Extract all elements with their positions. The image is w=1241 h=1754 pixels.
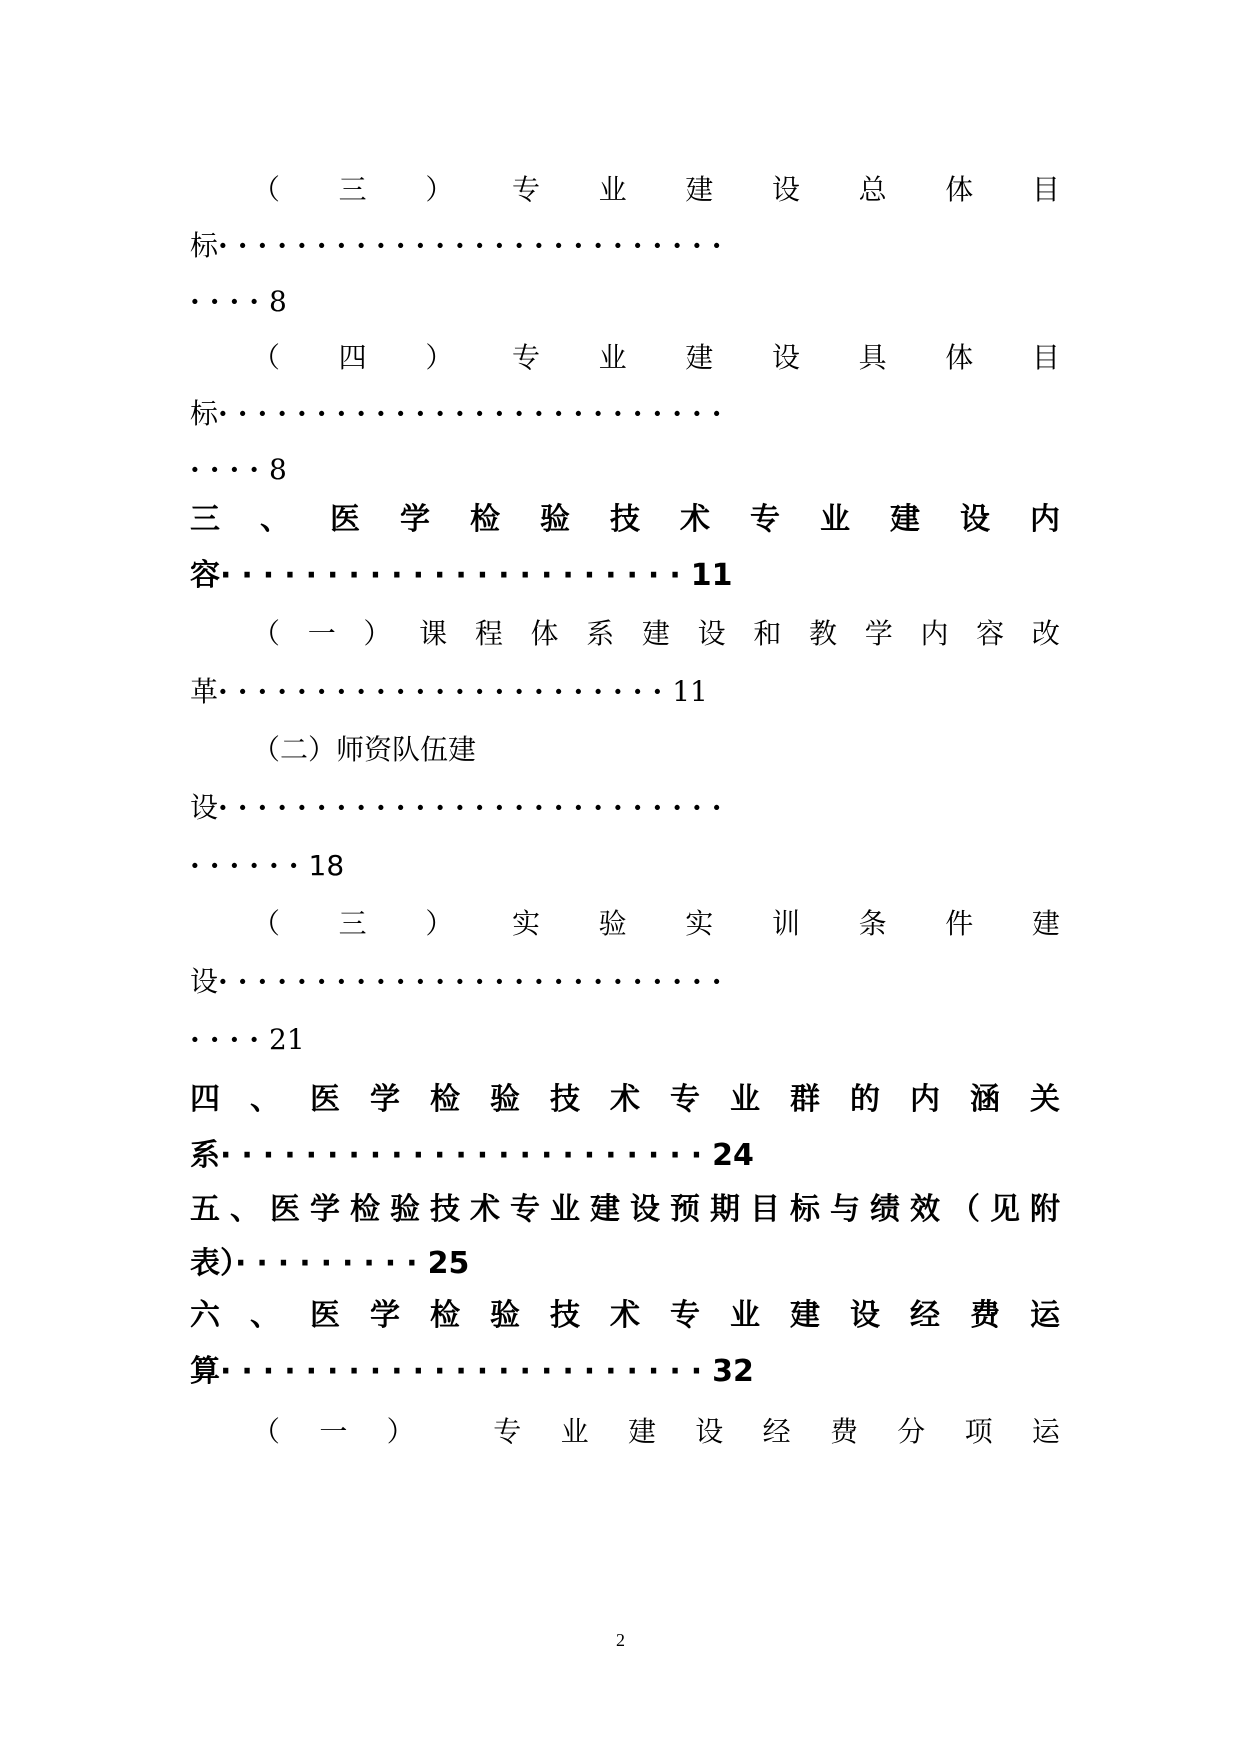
toc-entry-3-overall-goal-line3	[190, 282, 1060, 322]
toc-char: 学	[864, 617, 893, 650]
toc-char: 、	[250, 1082, 280, 1117]
toc-heading-5-expected-goals-line1	[190, 1190, 1060, 1230]
toc-entry-3-lab-training-line2: 设 ··························	[190, 962, 1060, 1002]
page-ref: 25	[427, 1246, 470, 1281]
toc-char: 标	[790, 1192, 820, 1227]
toc-entry-2-faculty-line2: 设 ··························	[190, 788, 1060, 828]
toc-char: 建	[627, 1415, 656, 1448]
toc-char: 技	[610, 502, 640, 537]
toc-char: 专	[493, 1415, 522, 1448]
toc-char: 学	[400, 502, 430, 537]
toc-char: 业	[598, 341, 627, 374]
toc-char: 技	[430, 1192, 460, 1227]
toc-char: ）	[425, 173, 454, 206]
toc-char: 业	[730, 1298, 760, 1333]
toc-char: 四	[338, 341, 367, 374]
toc-char: 学	[310, 1192, 340, 1227]
toc-char: ）	[363, 617, 392, 650]
page-number: 2	[616, 1630, 625, 1650]
leader-dots: ··························	[218, 397, 732, 430]
toc-char: 四	[190, 1082, 220, 1117]
toc-char: 验	[490, 1082, 520, 1117]
toc-char: 建	[1031, 907, 1060, 940]
toc-char: 医	[310, 1298, 340, 1333]
leader-dots: ····	[190, 453, 269, 486]
toc-char: 业	[598, 173, 627, 206]
toc-char: 检	[470, 502, 500, 537]
toc-char: 项	[964, 1415, 993, 1448]
leader-dots: ··························	[218, 229, 732, 262]
toc-char: 设	[960, 502, 990, 537]
toc-heading-6-budget-line1	[190, 1296, 1060, 1336]
leader-dots: ·······················	[218, 675, 673, 708]
toc-char: 检	[350, 1192, 380, 1227]
toc-entry-2-faculty-line3	[190, 846, 1060, 886]
toc-char: 一	[319, 1415, 348, 1448]
toc-char: 改	[1031, 617, 1060, 650]
toc-char: 技	[550, 1298, 580, 1333]
toc-char: ）	[425, 907, 454, 940]
toc-char: 实	[511, 907, 540, 940]
page-ref: 32	[712, 1354, 754, 1389]
leader-dots: ····	[190, 285, 269, 318]
toc-char: 件	[945, 907, 974, 940]
leader-dots: ······	[190, 849, 309, 882]
toc-char: 业	[820, 502, 850, 537]
toc-char: 六	[190, 1298, 220, 1333]
toc-char: 涵	[970, 1082, 1000, 1117]
toc-char: 分	[897, 1415, 926, 1448]
toc-char: ）	[425, 341, 454, 374]
leader-dots: ·········	[235, 1246, 428, 1281]
toc-heading-5-expected-goals-line2: 表）·········25	[190, 1246, 470, 1281]
toc-entry-4-specific-goal-line2: 标 ··························	[190, 394, 1060, 434]
page-ref: 11	[690, 558, 733, 593]
toc-char: 期	[710, 1192, 740, 1227]
toc-char: 三	[338, 907, 367, 940]
toc-char: 内	[920, 617, 949, 650]
toc-char: 具	[858, 341, 887, 374]
page-ref: 18	[308, 849, 345, 882]
toc-char: 运	[1030, 1298, 1060, 1333]
page-ref: 24	[712, 1138, 754, 1173]
toc-char: 建	[890, 502, 920, 537]
toc-entry-3-overall-goal-line1	[252, 170, 1060, 210]
toc-char: ）	[386, 1415, 415, 1448]
toc-char: 技	[550, 1082, 580, 1117]
toc-char: 目	[1031, 173, 1060, 206]
toc-heading-6-budget-line2: 算·······················32	[190, 1354, 754, 1389]
toc-entry-1-budget-breakdown-line1	[252, 1412, 1060, 1452]
toc-char: 体	[530, 617, 559, 650]
toc-char: 建	[590, 1192, 620, 1227]
leader-dots: ·······················	[220, 1138, 713, 1173]
toc-char: 教	[809, 617, 838, 650]
toc-char: 、	[260, 502, 290, 537]
toc-entry-3-lab-training-line1	[252, 904, 1060, 944]
toc-heading-3-construction-content-line2: 容······················11	[190, 558, 733, 593]
toc-char: 专	[670, 1082, 700, 1117]
toc-char: 关	[1030, 1082, 1060, 1117]
toc-char: 经	[910, 1298, 940, 1333]
toc-char: 绩	[870, 1192, 900, 1227]
toc-char: 体	[945, 341, 974, 374]
toc-char: 验	[490, 1298, 520, 1333]
toc-char: 三	[338, 173, 367, 206]
toc-char: 实	[685, 907, 714, 940]
toc-char: 费	[829, 1415, 858, 1448]
toc-char: 业	[550, 1192, 580, 1227]
toc-char: 专	[670, 1298, 700, 1333]
page-ref: 8	[269, 453, 287, 486]
toc-char: 容	[976, 617, 1005, 650]
toc-char: 设	[771, 341, 800, 374]
leader-dots: ·······················	[220, 1354, 713, 1389]
toc-char: 总	[858, 173, 887, 206]
toc-char: 专	[750, 502, 780, 537]
toc-char: 内	[1030, 502, 1060, 537]
toc-char: 与	[830, 1192, 860, 1227]
toc-entry-3-lab-training-line3	[190, 1020, 1060, 1060]
toc-char: 经	[762, 1415, 791, 1448]
toc-char: 业	[730, 1082, 760, 1117]
toc-heading-3-construction-content-line1	[190, 500, 1060, 540]
toc-char: 医	[310, 1082, 340, 1117]
toc-char: 验	[390, 1192, 420, 1227]
toc-char: 术	[470, 1192, 500, 1227]
toc-char: 程	[474, 617, 503, 650]
toc-entry-3-overall-goal-line2: 标 ··························	[190, 226, 1060, 266]
toc-char: 运	[1031, 1415, 1060, 1448]
toc-char: 三	[190, 502, 220, 537]
leader-dots: ··························	[218, 791, 732, 824]
toc-char: 一	[307, 617, 336, 650]
toc-char: 建	[685, 341, 714, 374]
toc-char: 课	[419, 617, 448, 650]
toc-char: 设	[630, 1192, 660, 1227]
toc-char: 术	[680, 502, 710, 537]
page-ref: 21	[269, 1023, 305, 1056]
toc-entry-1-curriculum-reform-line1	[252, 614, 1060, 654]
toc-char: 附	[1030, 1192, 1060, 1227]
toc-char: 学	[370, 1082, 400, 1117]
leader-dots: ··························	[218, 965, 732, 998]
toc-char: 专	[511, 341, 540, 374]
toc-char: 的	[850, 1082, 880, 1117]
toc-char: 设	[695, 1415, 724, 1448]
toc-char: 体	[945, 173, 974, 206]
toc-char: 医	[270, 1192, 300, 1227]
toc-char: 检	[430, 1082, 460, 1117]
toc-entry-4-specific-goal-line3	[190, 450, 1060, 490]
toc-heading-4-specialty-group-line1	[190, 1080, 1060, 1120]
leader-dots: ····	[190, 1023, 269, 1056]
page-ref: 8	[269, 285, 287, 318]
toc-char: 术	[610, 1082, 640, 1117]
toc-entry-4-specific-goal-line1	[252, 338, 1060, 378]
toc-char: 建	[790, 1298, 820, 1333]
toc-char: 设	[850, 1298, 880, 1333]
toc-char: 和	[753, 617, 782, 650]
toc-char: 、	[250, 1298, 280, 1333]
toc-char: （	[252, 1415, 281, 1448]
toc-char: （	[950, 1192, 980, 1227]
toc-char: 见	[990, 1192, 1020, 1227]
toc-char: （	[252, 173, 281, 206]
leader-dots: ······················	[220, 558, 691, 593]
toc-char: 条	[858, 907, 887, 940]
toc-char: （	[252, 617, 281, 650]
toc-char: 设	[771, 173, 800, 206]
page-ref: 11	[672, 675, 708, 708]
toc-char: 专	[510, 1192, 540, 1227]
toc-char: 检	[430, 1298, 460, 1333]
toc-char: 五	[190, 1192, 220, 1227]
toc-char: 目	[1031, 341, 1060, 374]
toc-entry-1-curriculum-reform-line2: 革·······················11	[190, 675, 708, 708]
toc-char: 验	[598, 907, 627, 940]
toc-char: 系	[586, 617, 615, 650]
toc-char: 设	[697, 617, 726, 650]
toc-char: 专	[511, 173, 540, 206]
toc-char: 学	[370, 1298, 400, 1333]
toc-entry-2-faculty-line1: （二）师资队伍建	[252, 733, 477, 766]
toc-char: 建	[685, 173, 714, 206]
toc-char: 效	[910, 1192, 940, 1227]
toc-char: （	[252, 341, 281, 374]
toc-char: （	[252, 907, 281, 940]
toc-heading-4-specialty-group-line2: 系·······················24	[190, 1138, 754, 1173]
toc-char: 群	[790, 1082, 820, 1117]
toc-char: 建	[641, 617, 670, 650]
toc-char: 内	[910, 1082, 940, 1117]
toc-char: 验	[540, 502, 570, 537]
toc-char: 训	[771, 907, 800, 940]
toc-char: 术	[610, 1298, 640, 1333]
toc-char: 业	[560, 1415, 589, 1448]
toc-char: 预	[670, 1192, 700, 1227]
toc-char: 费	[970, 1298, 1000, 1333]
toc-char: 、	[230, 1192, 260, 1227]
toc-char: 医	[330, 502, 360, 537]
toc-char: 目	[750, 1192, 780, 1227]
